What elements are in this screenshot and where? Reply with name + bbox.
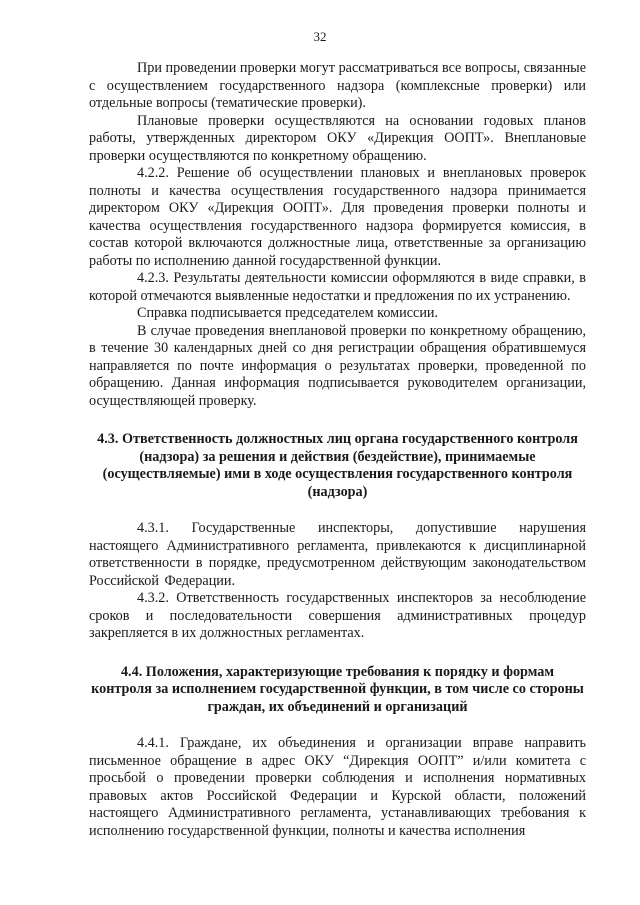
section-heading-4-4: 4.4. Положения, характеризующие требования к порядку и формам контроля за исполнением государственной функции, в том числе со стороны граждан, их объединений и организаций bbox=[91, 663, 584, 715]
paragraph: 4.3.1. Государственные инспекторы, допустившие нарушения настоящего Административного регламента, привлекаются к дисциплинарной ответственности в порядке, предусмотренном действующим законодательством Российской Федерации. bbox=[89, 520, 586, 589]
page-number: 32 bbox=[313, 29, 327, 44]
document-body bbox=[89, 60, 586, 840]
paragraph: При проведении проверки могут рассматриваться все вопросы, связанные с осуществлением государственного надзора (комплексные проверки) или отдельные вопросы (тематические проверки). bbox=[89, 60, 586, 111]
paragraph: В случае проведения внеплановой проверки по конкретному обращению, в течение 30 календарных дней со дня регистрации обращения обратившемуся направляется по почте информация о результатах проверки, проведенной по обращению. Данная информация подписывается руководителем организации, осуществляющей проверку. bbox=[89, 322, 586, 409]
paragraph: 4.2.2. Решение об осуществлении плановых и внеплановых проверок полноты и качества осуществления государственного надзора принимается директором ОКУ «Дирекция ООПТ». Для проведения проверки полноты и качества осуществления государственного надзора формируется комиссия, в состав которой включаются должностные лица, ответственные за организацию работы по исполнению данной государственной функции. bbox=[89, 165, 586, 269]
paragraph: 4.4.1. Граждане, их объединения и организации вправе направить письменное обращение в адрес ОКУ “Дирекция ООПТ” и/или комитета с просьбой о проведении проверки соблюдения и исполнения нормативных правовых актов Российской Федерации и Курской области, положений настоящего Административного регламента, устанавливающих требования к исполнению государственной функции, полноты и качества исполнения bbox=[89, 735, 586, 839]
paragraph: 4.3.2. Ответственность государственных инспекторов за несоблюдение сроков и последовательности совершения административных процедур закрепляется в их должностных регламентах. bbox=[89, 590, 586, 641]
paragraph: 4.2.3. Результаты деятельности комиссии оформляются в виде справки, в которой отмечаются выявленные недостатки и предложения по их устранению. bbox=[89, 270, 586, 304]
section-heading-4-3: 4.3. Ответственность должностных лиц органа государственного контроля (надзора) за решения и действия (бездействие), принимаемые (осуществляемые) ими в ходе осуществления государственного контроля (надзора) bbox=[97, 431, 578, 500]
paragraph: Плановые проверки осуществляются на основании годовых планов работы, утвержденных директором ОКУ «Дирекция ООПТ». Внеплановые проверки осуществляются по конкретному обращению. bbox=[89, 112, 586, 164]
paragraph: Справка подписывается председателем комиссии. bbox=[137, 305, 439, 321]
